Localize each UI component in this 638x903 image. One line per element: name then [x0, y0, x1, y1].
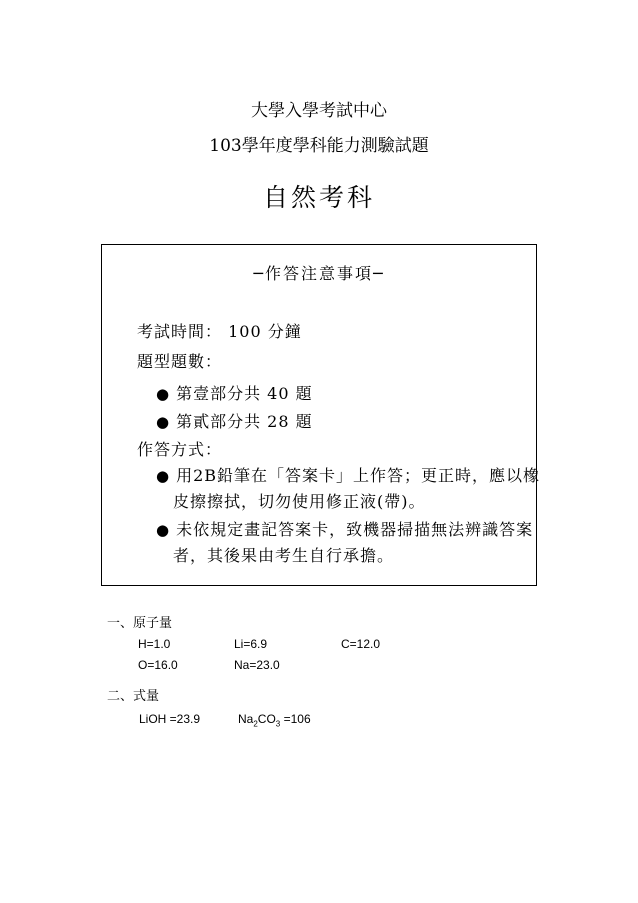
method-1-text: 用2B鉛筆在「答案卡」上作答；更正時，應以橡 [176, 466, 541, 485]
na2co3-co: CO [257, 712, 276, 726]
header-org: 大學入學考試中心 [251, 101, 387, 121]
method-2-line-1 [156, 517, 533, 540]
atomic-weight-h: H=1.0 [138, 637, 171, 651]
formula-weights-heading: 二、式量 [107, 689, 160, 704]
page-title: 自然考科 [262, 183, 375, 212]
atomic-weight-na: Na=23.0 [234, 658, 280, 672]
part-1-text: 第壹部分共 40 題 [176, 384, 313, 403]
na2co3-na: Na [238, 712, 254, 726]
na2co3-co-subscript: 3 [275, 719, 281, 729]
question-types-label: 題型題數： [137, 352, 223, 371]
method-1-line-2: 皮擦擦拭，切勿使用修正液(帶)。 [173, 492, 426, 511]
method-1-line-1 [156, 463, 540, 486]
notice-title: ─作答注意事項─ [253, 264, 385, 283]
bullet-icon: ● [156, 413, 171, 431]
atomic-weights-heading: 一、原子量 [107, 616, 173, 631]
formula-weight-na2co3 [238, 712, 311, 728]
formula-weight-lioh: LiOH =23.9 [139, 712, 201, 726]
atomic-weight-li: Li=6.9 [234, 637, 268, 651]
na2co3-value: =106 [280, 712, 311, 726]
bullet-icon: ● [156, 385, 171, 403]
notice-box [101, 244, 541, 586]
method-2-line-2: 者，其後果由考生自行承擔。 [173, 546, 395, 565]
atomic-weight-c: C=12.0 [341, 637, 381, 651]
part-2-text: 第貳部分共 28 題 [176, 412, 313, 431]
na2co3-na-subscript: 2 [253, 719, 258, 729]
bullet-icon: ● [156, 521, 171, 539]
atomic-weight-o: O=16.0 [138, 658, 178, 672]
exam-time: 考試時間： 100 分鐘 [137, 322, 302, 341]
method-label: 作答方式： [137, 440, 223, 459]
part-2-item [156, 409, 313, 432]
part-1-item [156, 381, 313, 404]
bullet-icon: ● [156, 467, 171, 485]
method-2-text: 未依規定畫記答案卡，致機器掃描無法辨識答案 [176, 520, 534, 539]
header-year-title: 103學年度學科能力測驗試題 [209, 136, 429, 156]
